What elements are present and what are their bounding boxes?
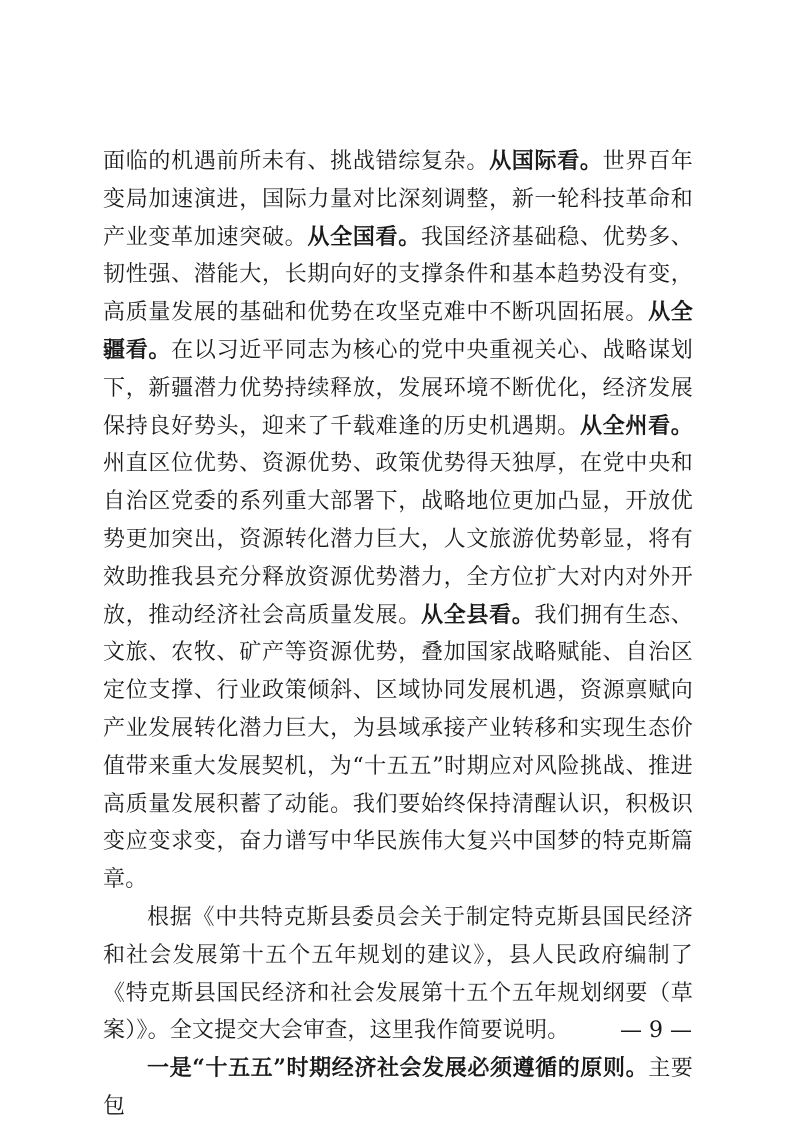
heading-prefecture: 从全州看。 [579,412,693,439]
heading-international: 从国际看。 [489,148,603,174]
paragraph-text: 主要包 [103,1056,693,1119]
paragraph-text: 世界百年变局加速演进，国际力量对比深刻调整，新一轮科技革命和产业变革加速突破。 [103,149,693,250]
paragraph-text: 我国经济基础稳、优势多、韧性强、潜能大，长期向好的支撑条件和基本趋势没有变，高质量发展的基础和优势在攻坚克难中不断巩固拓展。 [103,224,693,326]
document-body [103,143,693,1126]
paragraph-outlook [103,143,693,899]
paragraph-text: 在以习近平同志为核心的党中央重视关心、战略谋划下，新疆潜力优势持续释放，发展环境不断优化，经济发展保持良好势头，迎来了千载难逢的历史机遇期。 [103,337,693,439]
page-number: — 9 — [620,1018,692,1043]
paragraph-text: 我们拥有生态、文旅、农牧、矿产等资源优势，叠加国家战略赋能、自治区定位支撑、行业政策倾斜、区域协同发展机遇，资源禀赋向产业发展转化潜力巨大，为县域承接产业转移和实现生态价值带来重大发展契机，为“十五五”时期应对风险挑战、推进高质量发展积蓄了动能。我们要始终保持清醒认识，积极识变应变求变，奋力谱写中华民族伟大复兴中国梦的特克斯篇章。 [103,602,693,893]
heading-national: 从全国看。 [307,223,421,250]
paragraph-text: 州直区位优势、资源优势、政策优势得天独厚，在党中央和自治区党委的系列重大部署下，战略地位更加凸显，开放优势更加突出，资源转化潜力巨大，人文旅游优势彰显，将有效助推我县充分释放资源优势潜力，全方位扩大对内对外开放，推动经济社会高质量发展。 [103,451,693,628]
heading-principles: 一是“十五五”时期经济社会发展必须遵循的原则。 [147,1055,649,1082]
heading-xinjiang: 从全疆看。 [103,299,693,363]
heading-county: 从全县看。 [420,601,535,628]
paragraph-plan-basis: 根据《中共特克斯县委员会关于制定特克斯县国民经济和社会发展第十五个五年规划的建议》，县人民政府编制了《特克斯县国民经济和社会发展第十五个五年规划纲要（草案）》。全文提交大会审查，这里我作简要说明。 [103,904,693,1044]
paragraph-principles [103,1050,693,1126]
paragraph-text: 面临的机遇前所未有、挑战错综复杂。 [103,149,490,174]
